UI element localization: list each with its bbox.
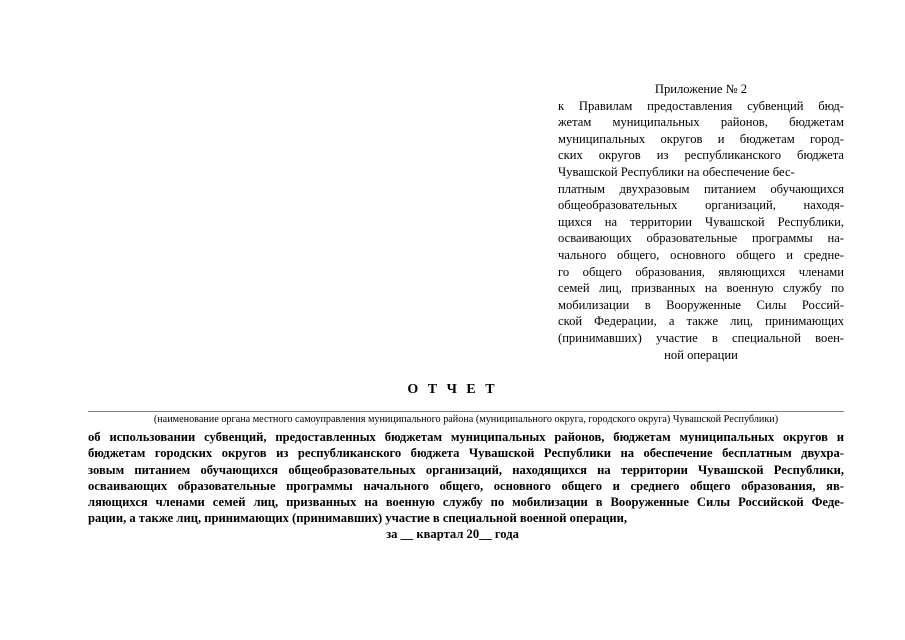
appendix-line: мобилизации в Вооруженные Силы Россий- (558, 297, 844, 312)
appendix-line: ских округов из республиканского бюджета (558, 148, 844, 163)
report-period: за __ квартал 20__ года (386, 527, 519, 541)
appendix-line: щихся на территории Чувашской Республики, (558, 214, 844, 229)
report-subject-line: осваивающих образовательные программы начального общего, основного общего и среднего общего образования, яв- (88, 478, 844, 493)
appendix-line: (принимавших) участие в специальной воен- (558, 330, 844, 345)
appendix-line: к Правилам предоставления субвенций бюд- (558, 98, 844, 113)
appendix-block (558, 81, 844, 363)
report-subject-line: зовым питанием обучающихся общеобразовательных организаций, находящихся на территории Чувашской Республики, (88, 462, 844, 477)
appendix-line: го общего образования, являющихся членами (558, 264, 844, 279)
appendix-line: Чувашской Республики на обеспечение бес- (558, 164, 795, 179)
appendix-line: жетам муниципальных районов, бюджетам (558, 115, 844, 130)
appendix-line: ской Федерации, а также лиц, принимающих (558, 314, 844, 329)
org-name-fill-line (88, 411, 844, 412)
report-subject-line: рации, а также лиц, принимающих (принимавших) участие в специальной военной операции, (88, 511, 628, 526)
org-name-caption: (наименование органа местного самоуправления муниципального района (муниципального округа, городского округа) Чувашской Республики) (153, 414, 779, 425)
appendix-line: семей лиц, призванных на военную службу по (558, 281, 844, 296)
appendix-line: чального общего, основного общего и средне- (558, 247, 844, 262)
report-subject-line: бюджетам городских округов из республиканского бюджета Чувашской Республики на обеспечение бесплатным двухра- (88, 446, 844, 461)
appendix-title: Приложение № 2 (654, 82, 748, 96)
appendix-line: ной операции (664, 347, 738, 362)
appendix-line: осваивающих образовательные программы на- (558, 231, 844, 246)
appendix-line: муниципальных округов и бюджетам город- (558, 131, 844, 146)
report-subject (88, 429, 844, 527)
report-subject-line: об использовании субвенций, предоставленных бюджетам муниципальных районов, бюджетам муниципальных округов и (88, 430, 844, 444)
appendix-line: общеобразовательных организаций, находя- (558, 198, 844, 213)
appendix-line: платным двухразовым питанием обучающихся (558, 181, 844, 196)
report-title: О Т Ч Е Т (407, 382, 498, 397)
report-subject-line: ляющихся членами семей лиц, призванных на военную службу по мобилизации в Вооруженные Силы Российской Феде- (88, 495, 844, 510)
